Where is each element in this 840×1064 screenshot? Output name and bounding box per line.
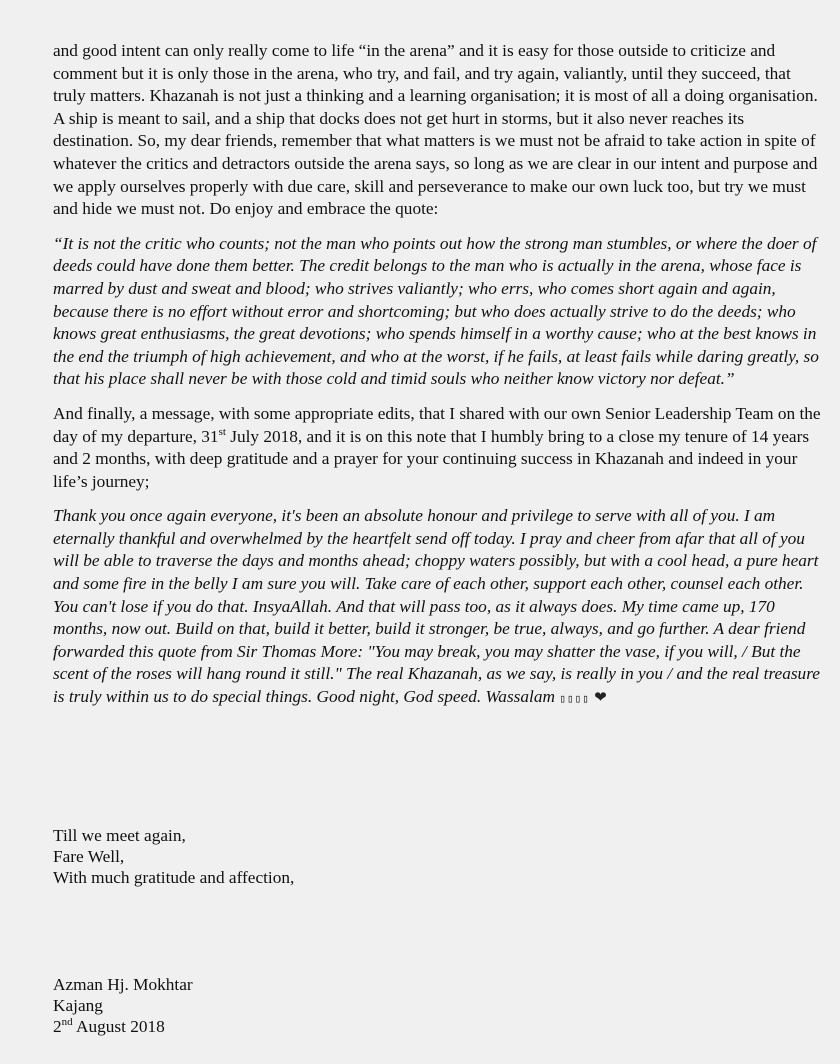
farewell-message-text: Thank you once again everyone, it's been an absolute honour and privilege to serve with all of you. I am eternally thankful and overwhelmed by the heartfelt send off today. I pray and cheer from afar that all of you will be able to traverse the days and months ahead; choppy waters possibly, but with a cool head, a pure heart and some fire in the belly I am sure you will. Take care of each other, support each other, counsel each other. You can't lose if you do that. InsyaAllah. And that will pass too, as it always does. My time came up, 170 months, now out. Build on that, build it better, build it stronger, be true, always, and go further. A dear friend forwarded this quote from Sir Thomas More: "You may break, you may shatter the vase, if you will, / But the scent of the roses will hang round it still." The real Khazanah, as we say, is really in you / and the real treasure is truly within us to do special things. Good night, God speed. Wassalam xyxy=(53,506,820,707)
closing-line-2: Fare Well, xyxy=(53,847,125,866)
letter-body xyxy=(53,40,826,711)
signature-date xyxy=(53,1016,193,1037)
date-ordinal-suffix: st xyxy=(218,425,226,438)
paragraph-text-after-date: July 2018, and it is on this note that I humbly bring to a close my tenure of 14 years and 2 months, with deep gratitude and a prayer for your continuing success in Khazanah and indeed in your life’s journey; xyxy=(53,426,810,491)
signature-block xyxy=(53,974,193,1037)
signature-date-rest: August 2018 xyxy=(72,1017,165,1036)
signature-date-suffix: nd xyxy=(61,1016,73,1029)
paragraph-final-message-intro xyxy=(53,403,826,493)
paragraph-arena: and good intent can only really come to life “in the arena” and it is easy for those outside to criticize and comment but it is only those in the arena, who try, and fail, and try again, valiantly, until they succeed, that truly matters. Khazanah is not just a thinking and a learning organisation; it is most of all a doing organisation. A ship is meant to sail, and a ship that docks does not get hurt in storms, but it also never reaches its destination. So, my dear friends, remember that what matters is we must not be afraid to take action in spite of whatever the critics and detractors outside the arena says, so long as we are clear in our intent and purpose and we apply ourselves properly with due care, skill and perseverance to make our own luck too, but try we must and hide we must not. Do enjoy and embrace the quote: xyxy=(53,41,818,219)
closing-line-1: Till we meet again, xyxy=(53,826,186,845)
closing-block xyxy=(53,825,294,888)
signature-place: Kajang xyxy=(53,996,103,1015)
heart-icon: ❤ xyxy=(594,688,607,707)
signature-date-day: 2 xyxy=(53,1017,62,1036)
roosevelt-quote: “It is not the critic who counts; not the man who points out how the strong man stumbles, or where the doer of deeds could have done them better. The credit belongs to the man who is actually in the arena, whose face is marred by dust and sweat and blood; who strives valiantly; who errs, who comes short again and again, because there is no effort without error and shortcoming; but who does actually strive to do the deeds; who knows great enthusiasms, the great devotions; who spends himself in a worthy cause; who at the best knows in the end the triumph of high achievement, and who at the worst, if he fails, at least fails while daring greatly, so that his place shall never be with those cold and timid souls who neither know victory nor defeat.” xyxy=(53,233,819,389)
signature-name: Azman Hj. Mokhtar xyxy=(53,975,193,994)
missing-emoji-glyphs: ▯▯▯▯ xyxy=(559,692,590,706)
farewell-message xyxy=(53,505,826,710)
paragraph-text-before-date: And finally, a message, with some appropriate edits, that I shared with our own Senior Leadership Team on the day of my departure, 31 xyxy=(53,403,821,446)
closing-line-3: With much gratitude and affection, xyxy=(53,868,295,887)
